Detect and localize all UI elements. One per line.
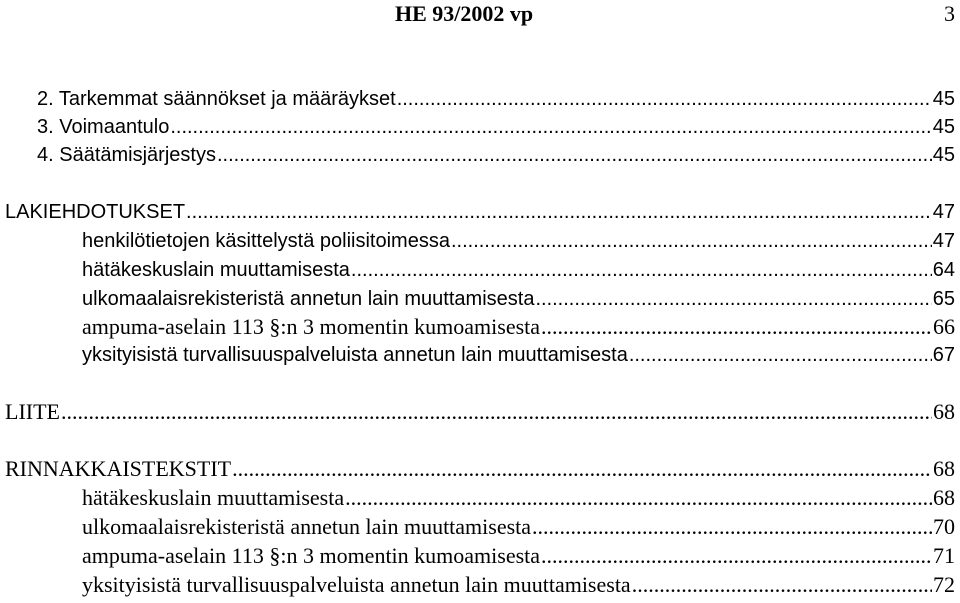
toc-entry-page: 72 — [933, 572, 955, 597]
toc-entry-page: 68 — [933, 399, 955, 424]
toc-entry-tarkemmat-saannokset — [37, 86, 955, 112]
toc-entry-page: 65 — [932, 288, 955, 310]
toc-entry-rinnakkais-hatakeskuslaki — [82, 485, 955, 511]
toc-entry-page: 47 — [932, 230, 955, 252]
toc-leader-dots — [345, 485, 932, 511]
toc-entry-rinnakkais-ampuma-aselaki — [82, 543, 955, 569]
toc-entry-label: hätäkeskuslain muuttamisesta — [82, 485, 345, 510]
document-title: HE 93/2002 vp — [395, 1, 534, 26]
toc-entry-page: 67 — [932, 344, 955, 366]
toc-entry-rinnakkaistekstit — [5, 456, 955, 482]
toc-entry-page: 71 — [933, 543, 955, 568]
toc-entry-label: LIITE — [5, 399, 60, 424]
toc-entry-label: hätäkeskuslain muuttamisesta — [82, 259, 350, 281]
toc-entry-voimaantulo — [37, 114, 955, 140]
toc-entry-turvallisuuspalvelut — [82, 342, 955, 368]
toc-entry-page: 47 — [932, 201, 955, 223]
toc-entry-label: ampuma-aselain 113 §:n 3 momentin kumoamisesta — [82, 314, 541, 339]
toc-entry-label: RINNAKKAISTEKSTIT — [5, 456, 232, 481]
toc-entry-page: 68 — [933, 456, 955, 481]
toc-entry-label: 4. Säätämisjärjestys — [37, 144, 216, 166]
toc-entry-ulkomaalaisrekisteri — [82, 286, 955, 312]
toc-leader-dots — [541, 314, 932, 340]
toc-entry-lakiehdotukset — [5, 199, 955, 225]
toc-entry-label: ulkomaalaisrekisteristä annetun lain muuttamisesta — [82, 288, 535, 310]
toc-entry-page: 64 — [932, 259, 955, 281]
toc-entry-liite — [5, 399, 955, 425]
toc-entry-henkilotietojen-kasittely — [82, 228, 955, 254]
toc-entry-label: ulkomaalaisrekisteristä annetun lain muuttamisesta — [82, 514, 532, 539]
toc-entry-page: 68 — [933, 485, 955, 510]
toc-leader-dots — [451, 228, 932, 254]
toc-leader-dots — [217, 142, 932, 168]
toc-leader-dots — [186, 199, 932, 225]
toc-entry-page: 66 — [933, 314, 955, 339]
toc-entry-label: henkilötietojen käsittelystä poliisitoimessa — [82, 230, 450, 252]
toc-leader-dots — [541, 543, 932, 569]
toc-leader-dots — [535, 286, 931, 312]
toc-entry-label: 2. Tarkemmat säännökset ja määräykset — [37, 88, 396, 110]
toc-leader-dots — [232, 456, 932, 482]
toc-leader-dots — [397, 86, 932, 112]
toc-entry-rinnakkais-ulkomaalaisrekisteri — [82, 514, 955, 540]
toc-entry-page: 45 — [932, 88, 955, 110]
toc-entry-ampuma-aselaki — [82, 314, 955, 340]
toc-entry-label: LAKIEHDOTUKSET — [5, 201, 186, 223]
toc-leader-dots — [629, 342, 932, 368]
toc-entry-page: 45 — [932, 144, 955, 166]
toc-leader-dots — [61, 399, 932, 425]
toc-entry-label: ampuma-aselain 113 §:n 3 momentin kumoamisesta — [82, 543, 541, 568]
toc-leader-dots — [632, 572, 932, 598]
toc-entry-page: 70 — [933, 514, 955, 539]
page-number: 3 — [944, 1, 955, 26]
toc-entry-label: yksityisistä turvallisuuspalveluista annetun lain muuttamisesta — [82, 344, 628, 366]
toc-entry-hatakeskuslaki — [82, 257, 955, 283]
toc-leader-dots — [351, 257, 932, 283]
toc-entry-saatamisjarjestys — [37, 142, 955, 168]
toc-entry-page: 45 — [932, 116, 955, 138]
toc-entry-label: 3. Voimaantulo — [37, 116, 170, 138]
toc-entry-rinnakkais-turvallisuuspalvelut — [82, 572, 955, 598]
toc-leader-dots — [170, 114, 931, 140]
toc-entry-label: yksityisistä turvallisuuspalveluista annetun lain muuttamisesta — [82, 572, 631, 597]
toc-leader-dots — [532, 514, 932, 540]
